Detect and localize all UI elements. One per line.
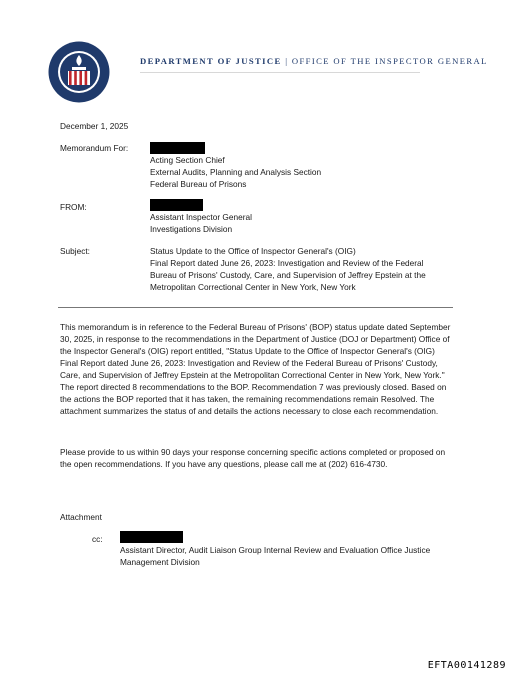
cc-line: Assistant Director, Audit Liaison Group Internal Review and Evaluation Office Justice: [120, 545, 431, 555]
memo-for-line: Acting Section Chief: [150, 155, 225, 165]
redaction-box: [120, 531, 183, 543]
attachment-label: Attachment: [60, 512, 102, 522]
memo-for-line: Federal Bureau of Prisons: [150, 179, 247, 189]
body-paragraph-1: [60, 321, 455, 417]
memo-date: December 1, 2025: [60, 121, 129, 131]
body-paragraph-2: Please provide to us within 90 days your response concerning specific actions completed or proposed on the open recommendations. If you have any questions, please call me at (202) 616-4730.: [60, 447, 446, 469]
doj-seal-icon: [48, 41, 110, 103]
subject-line: Metropolitan Correctional Center in New York, New York: [150, 282, 356, 292]
letterhead-office: OFFICE OF THE INSPECTOR GENERAL: [291, 56, 488, 66]
document-id: EFTA00141289: [427, 660, 506, 671]
redaction-box: [150, 199, 203, 211]
body-text: The report directed 8 recommendations to the BOP. Recommendation 7 was previously closed. Based on the actions the BOP reported that it has taken, the remaining recommendations remain Resolved. The attachment summarizes the status of and details the actions necessary to close each recommendation.: [60, 382, 447, 416]
subject-line: Status Update to the Office of Inspector General's (OIG): [150, 246, 356, 256]
subject-line: Bureau of Prisons' Custody, Care, and Supervision of Jeffrey Epstein at the: [150, 270, 426, 280]
letterhead-title: [140, 56, 488, 66]
redaction-box: [150, 142, 205, 154]
letterhead-separator: |: [281, 56, 292, 66]
subject-label: Subject:: [60, 246, 90, 256]
body-text: This memorandum is in reference to the Federal Bureau of Prisons' (BOP) status update dated September 30, 2025, in response to the recommendations in the Department of Justice (DOJ or Department) Office of the Inspector General's (OIG) report entitled,: [60, 322, 451, 356]
report-title: "Status Update to the Office of Inspector General's (OIG) Final Report dated June 26, 2023: Investigation and Review of the Federal Bureau of Prisons' Custody, Care, and Supervision of Jeffrey Epstein at the Metropolitan Correctional Center in New York, New York.": [60, 346, 445, 380]
cc-line: Management Division: [120, 557, 200, 567]
subject-line: Final Report dated June 26, 2023: Investigation and Review of the Federal: [150, 258, 424, 268]
memo-for-label: Memorandum For:: [60, 143, 129, 153]
memo-for-line: External Audits, Planning and Analysis Section: [150, 167, 322, 177]
letterhead-dept: DEPARTMENT OF JUSTICE: [140, 56, 282, 66]
letterhead-rule: [140, 72, 420, 73]
from-label: FROM:: [60, 202, 87, 212]
from-line: Investigations Division: [150, 224, 233, 234]
cc-label: cc:: [92, 534, 103, 544]
section-divider: [58, 307, 453, 308]
from-line: Assistant Inspector General: [150, 212, 252, 222]
